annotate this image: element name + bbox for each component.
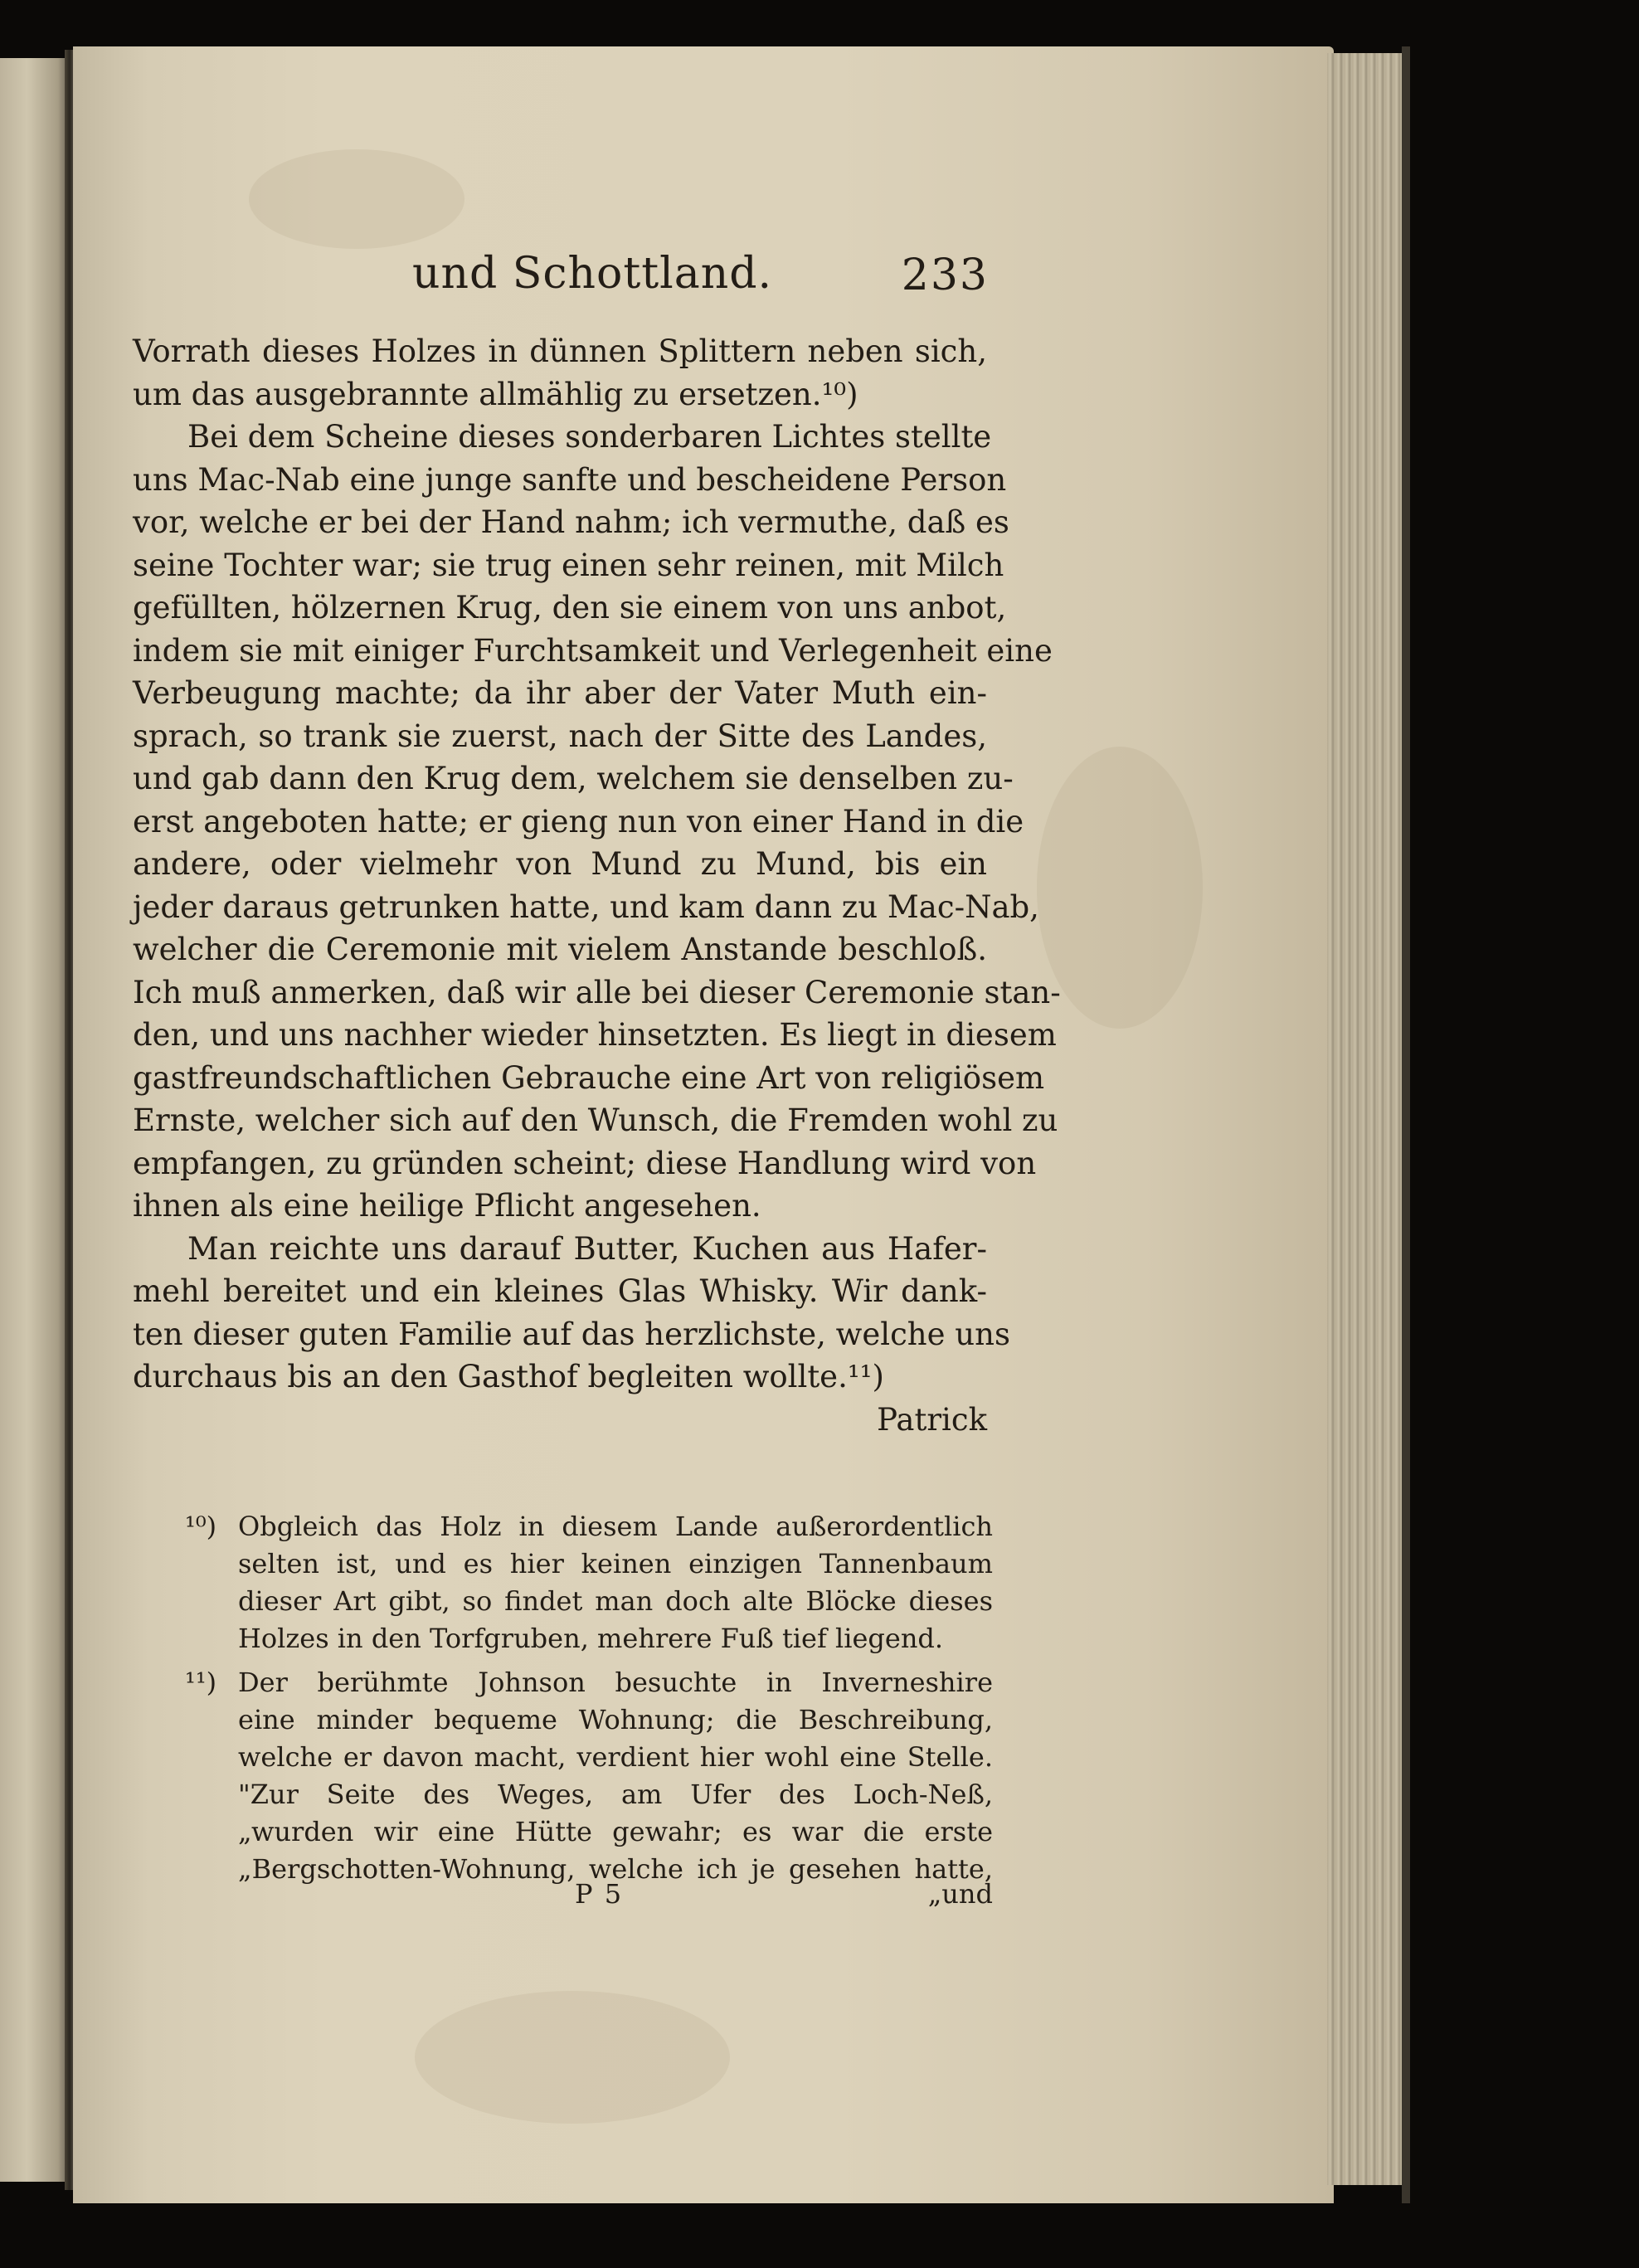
- text-line: empfangen, zu gründen scheint; diese Handlung wird von: [133, 1145, 1037, 1181]
- text-line: jeder daraus getrunken hatte, und kam dann zu Mac-Nab,: [133, 888, 1039, 925]
- text-line: um das ausgebrannte allmählig zu ersetzen.¹⁰): [133, 376, 858, 412]
- footnote-catchword: „und: [927, 1878, 993, 1910]
- text-line: gastfreundschaftlichen Gebrauche eine Art von religiösem: [133, 1059, 1045, 1096]
- catchword: Patrick: [877, 1401, 987, 1438]
- text-line: mehl bereitet und ein kleines Glas Whisky. Wir dank-: [133, 1273, 987, 1309]
- footnote-marker: ¹⁰): [185, 1511, 217, 1542]
- paragraph: [133, 330, 987, 416]
- text-line: Ich muß anmerken, daß wir alle bei dieser Ceremonie stan-: [133, 974, 1061, 1010]
- body-text: [133, 330, 1061, 1442]
- footnote-line: "Zur Seite des Weges, am Ufer des Loch-Neß,: [238, 1779, 993, 1810]
- signature-line: [170, 1878, 993, 1918]
- text-line: Vorrath dieses Holzes in dünnen Splittern neben sich,: [133, 333, 987, 369]
- footnote-line: „Bergschotten-Wohnung, welche ich je gesehen hatte,: [238, 1853, 993, 1885]
- paper-stain: [415, 1991, 730, 2124]
- page-block-edges: [1327, 53, 1410, 2185]
- text-line: sprach, so trank sie zuerst, nach der Sitte des Landes,: [133, 718, 987, 754]
- text-line: durchaus bis an den Gasthof begleiten wollte.¹¹): [133, 1359, 884, 1394]
- paragraph: [133, 1228, 1010, 1399]
- cover-edge: [1402, 46, 1410, 2203]
- text-line: gefüllten, hölzernen Krug, den sie einem von uns anbot,: [133, 590, 1007, 625]
- footnotes: [170, 1508, 993, 1888]
- printer-signature: P 5: [575, 1878, 624, 1910]
- text-line: Bei dem Scheine dieses sonderbaren Lichtes stellte: [187, 419, 992, 455]
- text-line: Ernste, welcher sich auf den Wunsch, die Fremden wohl zu: [133, 1102, 1058, 1138]
- text-line: ihnen als eine heilige Pflicht angesehen.: [133, 1188, 761, 1224]
- paper-stain: [1037, 747, 1203, 1029]
- text-line: andere, oder vielmehr von Mund zu Mund, bis ein: [133, 846, 987, 882]
- footnote-line: Obgleich das Holz in diesem Lande außerordentlich: [238, 1511, 993, 1542]
- footnote-line: „wurden wir eine Hütte gewahr; es war die erste: [238, 1816, 993, 1847]
- text-line: vor, welche er bei der Hand nahm; ich vermuthe, daß es: [133, 504, 1009, 540]
- page-header: [133, 249, 987, 307]
- facing-page-edge: [0, 58, 68, 2182]
- text-line: erst angeboten hatte; er gieng nun von einer Hand in die: [133, 803, 1024, 840]
- footnote-line: selten ist, und es hier keinen einzigen Tannenbaum: [238, 1548, 993, 1579]
- footnote: [170, 1508, 993, 1657]
- text-line: uns Mac-Nab eine junge sanfte und bescheidene Person: [133, 461, 1007, 498]
- paper-stain: [249, 149, 464, 249]
- footnote-line: Der berühmte Johnson besuchte in Inverneshire: [238, 1667, 993, 1698]
- paragraph: [133, 416, 1061, 1228]
- footnote-line: welche er davon macht, verdient hier wohl eine Stelle.: [238, 1741, 993, 1773]
- text-line: welcher die Ceremonie mit vielem Anstande beschloß.: [133, 932, 987, 967]
- text-line: den, und uns nachher wieder hinsetzten. Es liegt in diesem: [133, 1017, 1057, 1053]
- text-line: seine Tochter war; sie trug einen sehr reinen, mit Milch: [133, 547, 1004, 583]
- text-line: Verbeugung machte; da ihr aber der Vater Muth ein-: [133, 675, 987, 711]
- text-line: Man reichte uns darauf Butter, Kuchen aus Hafer-: [187, 1230, 987, 1267]
- page-number: 233: [901, 251, 989, 300]
- text-line: ten dieser guten Familie auf das herzlichste, welche uns: [133, 1316, 1010, 1352]
- footnote-marker: ¹¹): [185, 1667, 217, 1698]
- footnote-line: dieser Art gibt, so findet man doch alte Blöcke dieses: [238, 1585, 993, 1617]
- footnote-line: Holzes in den Torfgruben, mehrere Fuß tief liegend.: [238, 1623, 944, 1654]
- running-title: und Schottland.: [412, 249, 773, 299]
- footnote: [170, 1664, 993, 1888]
- footnote-line: eine minder bequeme Wohnung; die Beschreibung,: [238, 1704, 993, 1735]
- text-line: und gab dann den Krug dem, welchem sie denselben zu-: [133, 761, 1014, 796]
- text-line: indem sie mit einiger Furchtsamkeit und Verlegenheit eine: [133, 632, 1053, 669]
